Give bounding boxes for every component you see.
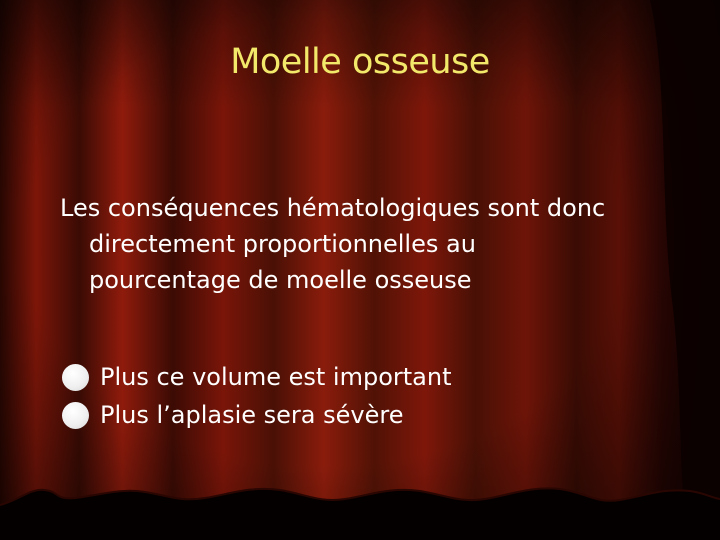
paragraph-line: Les conséquences hématologiques sont donc [60, 194, 606, 222]
body-paragraph [60, 190, 710, 298]
paragraph-line: pourcentage de moelle osseuse [89, 266, 472, 294]
bullet-dot-icon [62, 402, 89, 429]
slide-title: Moelle osseuse [230, 42, 490, 82]
bullet-item [62, 396, 702, 434]
bullet-list [62, 358, 702, 434]
bullet-text: Plus l’aplasie sera sévère [100, 401, 404, 429]
bullet-text: Plus ce volume est important [100, 363, 452, 391]
paragraph-line: directement proportionnelles au [89, 230, 476, 258]
bullet-dot-icon [62, 364, 89, 391]
bullet-item [62, 358, 702, 396]
